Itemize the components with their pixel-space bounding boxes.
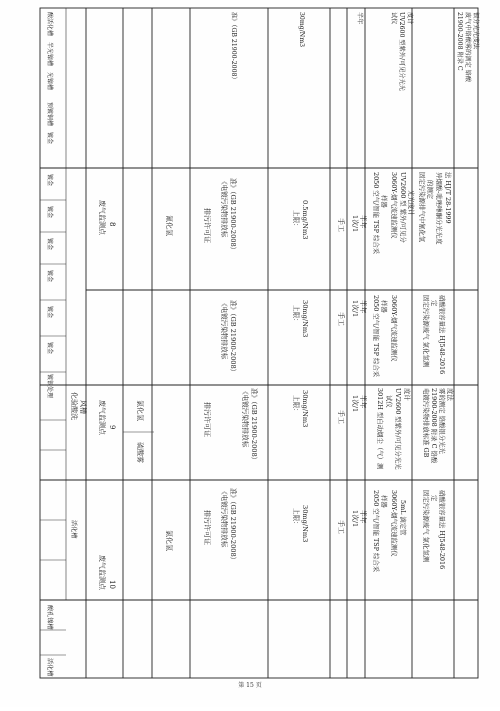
permit: 排污许可证 (203, 510, 211, 545)
limit-1: 上限： (292, 508, 300, 528)
instrument-1: 2050 空气/智能 TSP 综合采 (372, 490, 380, 573)
freq-2: 半年 (359, 215, 367, 229)
limit-2: 0.5mg/Nm3 (301, 200, 309, 240)
row-9 (70, 295, 455, 470)
method-b: 手工 (337, 410, 345, 424)
monitor-point-no: 9 (108, 425, 116, 430)
tank-label: 镀金 (46, 206, 53, 219)
instrument-1: 2050 空气/智能 TSP 综合采 (372, 295, 380, 378)
instrument-6: UV2600 型紫外/可见分光光 (394, 388, 402, 470)
limit-1: 上限： (292, 210, 300, 230)
standard-b-2: 准》（GB 21900-2008） (250, 388, 258, 464)
standard-a-2: 准》（GB 21900-2008） (229, 300, 237, 376)
instrument-1: 2050 空气/智能 TSP 综合采 (372, 172, 380, 255)
row-10 (46, 488, 447, 677)
freq-1: 1次/1 (351, 215, 359, 233)
top-standard: 准》（GB 21900-2008） (230, 12, 237, 83)
instrument-5: 试仪 (385, 395, 393, 408)
top-instruments-2: UV2600 型紫外/可见分光光 (398, 12, 405, 91)
instrument-4: 3012H 型自动烟尘（气）测 (376, 388, 384, 470)
top-analysis-3: 银分光光度法 (472, 12, 479, 50)
method: 手工 (337, 218, 345, 232)
tank-label: 活化槽 (46, 658, 53, 677)
analysis-a-3: 硝酸银容量法 HJ548-2016 (438, 295, 446, 375)
top-analysis-2: 废气中铬酸雾的测定 铬酸 (464, 12, 471, 83)
standard-a-1: 《电镀污染物排放标 (220, 300, 228, 360)
instrument-4: 5mL 滴定管 (399, 500, 407, 536)
instrument-7: 度计 (403, 388, 411, 401)
analysis-1: 固定污染源排气中氰化氢 (418, 172, 426, 243)
analysis-b-4: 度法 (446, 388, 454, 401)
analysis-a-1: 固定污染源废气 氯化氢测 (422, 295, 430, 368)
top-analysis-1: 21900-2008 附录 C (456, 12, 463, 71)
analysis-3: 异烟酸-吡唑啉酮分光光度 (435, 172, 443, 245)
analysis-1: 固定污染源废气 氯化氢测 (422, 490, 430, 563)
top-partial-row (230, 12, 480, 91)
page-number: 第 15 页 (238, 682, 262, 689)
permit: 排污许可证 (203, 402, 211, 437)
tank-label: 镀金 (46, 342, 53, 355)
analysis-a-2: 定 (430, 300, 438, 307)
tank-label: 活化槽 (70, 520, 77, 539)
top-instruments-3: 度计 (406, 12, 413, 25)
freq-a-2: 半年 (359, 300, 367, 314)
freq-a-1: 1次/1 (351, 300, 359, 318)
standard-b-1: 《电镀污染物排放标 (241, 388, 249, 448)
tank-label: 镀银处理 (46, 374, 53, 399)
tank-label: 预镀铜槽 (46, 102, 53, 127)
tank-label: 镀金 (46, 132, 53, 145)
pollutant: 氯化氢 (165, 530, 173, 551)
left-tank-labels (46, 12, 54, 398)
standard-2: 准》（GB 21900-2008） (229, 178, 237, 254)
row-8 (98, 172, 453, 255)
tank-group-label: 化验酸洗 (70, 392, 78, 420)
instrument-3: 3060Y-烟气流速监测仪 (390, 172, 398, 239)
instrument-2: 样器 (380, 300, 388, 313)
tank-label: 酸活化槽 (46, 12, 53, 37)
analysis-2: 的测定 (426, 180, 434, 200)
tank-label: 镀金 (46, 238, 53, 251)
tank-label: 镀金 (46, 270, 53, 283)
limit-a-2: 30mg/Nm3 (301, 300, 309, 338)
method: 手工 (337, 312, 345, 326)
limit-b-1: 上限： (292, 395, 300, 415)
pollutant: 氰化氢 (165, 215, 173, 236)
tank-group-label-2: 风槽 (79, 400, 87, 414)
standard-1: 《电镀污染物排放标 (220, 178, 228, 238)
analysis-b-2: 21900-2008 附录 C 铬酸 (430, 388, 438, 464)
limit-a-1: 上限： (292, 305, 300, 325)
top-limit: 30mg/Nm3 (298, 12, 305, 48)
instrument-4: UV2600 型 紫外/可见分 (399, 172, 407, 243)
monitor-point: 废气监测点 (98, 400, 106, 435)
analysis-2: 定 (430, 495, 438, 502)
top-instruments-1: 试仪 (390, 12, 397, 25)
pollutant-a: 氯化氢 (136, 400, 144, 421)
tank-label: 光镍槽 (46, 72, 53, 91)
instrument-3: 3060Y-烟气流速监测仪 (390, 490, 398, 557)
freq-b-1: 1次/1 (351, 395, 359, 413)
pollutant-b: 硫酸雾 (136, 442, 144, 463)
limit-2: 30mg/Nm3 (301, 505, 309, 543)
standard-2: 准》（GB 21900-2008） (229, 488, 237, 564)
standard-1: 《电镀污染物排放标 (220, 488, 228, 548)
instrument-3: 3060Y-烟气流速监测仪 (390, 295, 398, 362)
tank-label: 镀金 (46, 306, 53, 319)
monitor-point: 废气监测点 (98, 555, 106, 590)
instrument-2: 样器 (380, 495, 388, 508)
monitor-point-no: 10 (108, 580, 116, 589)
freq-b-2: 半年 (359, 395, 367, 409)
analysis-b-3: 雾的测定 铬酸银分光光 (438, 388, 446, 454)
monitor-point-no: 8 (108, 222, 116, 227)
top-freq: 半年 (356, 12, 363, 25)
method: 手工 (337, 520, 345, 534)
permit: 排污许可证 (203, 208, 211, 243)
monitor-point: 废气监测点 (98, 200, 106, 235)
analysis-b-1: 电镀污染物排放标准 GB (422, 388, 430, 458)
instrument-2: 样器 (380, 195, 388, 208)
freq-2: 半年 (359, 510, 367, 524)
instrument-5: 光光度计 (407, 190, 415, 216)
analysis-4: 法 HJ/T 28-1999 (444, 172, 452, 224)
tank-label: 镀金 (46, 174, 53, 187)
limit-b-2: 30mg/Nm3 (301, 390, 309, 428)
freq-1: 1次/1 (351, 510, 359, 528)
tank-label: 半光镍槽 (46, 42, 53, 67)
tank-label: 酸孔镍槽 (46, 605, 53, 630)
analysis-3: 硝酸银容量法 HJ548-2016 (438, 490, 446, 570)
